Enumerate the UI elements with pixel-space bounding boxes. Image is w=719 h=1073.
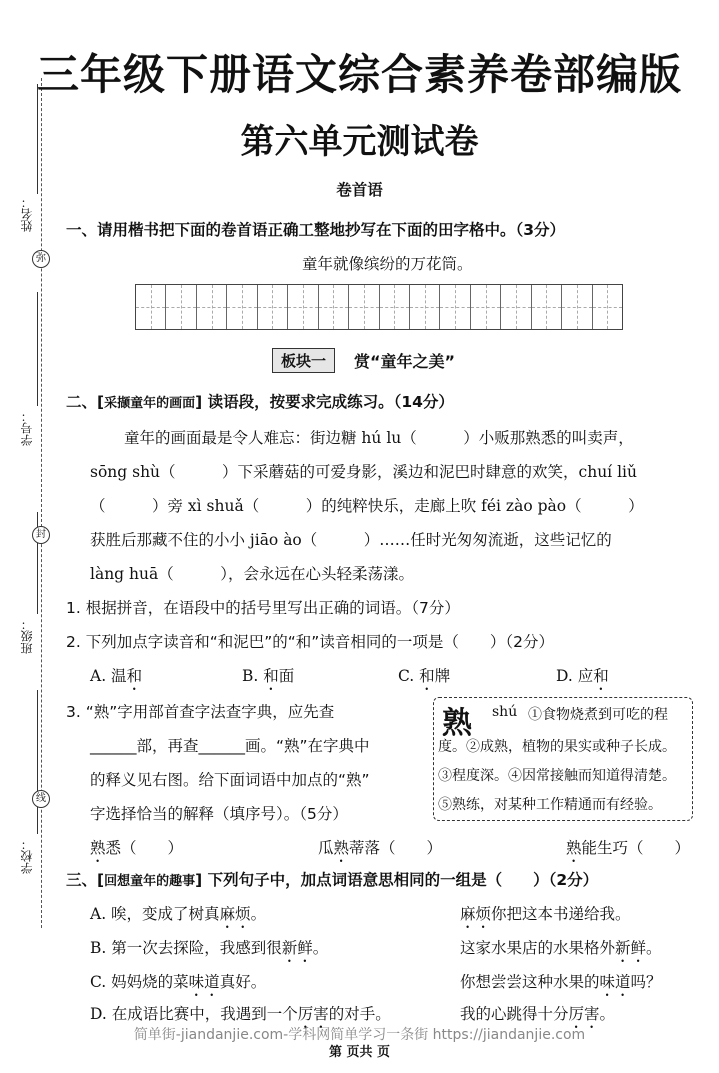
grid-cell[interactable] [440,285,470,329]
page-subtitle: 第六单元测试卷 [240,122,479,162]
sub-question-2: 2. 下列加点字读音和“和泥巴”的“和”读音相同的一项是（ ）（2分） [66,633,554,651]
question-2-heading [66,390,454,412]
q3-row-d-left: D. 在成语比赛中，我遇到一个厉害的对手。 [90,1005,391,1023]
q2-heading-a: 二、[ [66,393,105,411]
word-2: 瓜熟蒂落（ ） [318,839,443,857]
q3-row-b-right: 这家水果店的水果格外新鲜。 [460,939,662,957]
sub-question-3-line-4: 字选择恰当的解释（填序号）。（5分） [90,805,348,823]
sub-question-1: 1. 根据拼音，在语段中的括号里写出正确的词语。（7分） [66,599,460,617]
id-line [37,292,38,406]
preface-sentence: 童年就像缤纷的万花筒。 [302,255,473,273]
grid-cell[interactable] [593,285,622,329]
block-tag: 板块一 [272,348,335,373]
preface-heading: 卷首语 [336,181,383,199]
watermark-text: 简单街-jiandanjie.com-学科网简单学习一条街 https://jiandanjie.com [133,1027,586,1043]
grid-cell[interactable] [380,285,410,329]
sub-question-3-line-1: 3. “熟”字用部首查字法查字典，应先查 [66,703,335,721]
passage-line-4: 获胜后那藏不住的小小 jiāo ào（ ）……任时光匆匆流逝，这些记忆的 [90,531,612,549]
id-label: 学号： [20,410,34,446]
q3-row-c-left: C. 妈妈烧的菜味道真好。 [90,973,267,991]
seal-mark-2: 封 [32,526,50,544]
dictionary-line-1: ①食物烧煮到可吃的程 [528,707,668,723]
grid-cell[interactable] [197,285,227,329]
grid-cell[interactable] [166,285,196,329]
q3-heading-a: 三、[ [66,871,105,889]
dictionary-pinyin: shú [492,704,518,720]
dictionary-line-4: ⑤熟练，对某种工作精通而有经验。 [438,797,662,813]
seal-mark-1: 弥 [32,250,50,268]
question-3-heading [66,868,598,890]
grid-cell[interactable] [136,285,166,329]
dictionary-line-3: ③程度深。④因常接触而知道得清楚。 [438,768,676,784]
option-b: B. 和面 [242,667,295,685]
option-c: C. 和牌 [398,667,451,685]
dictionary-line-2: 度。②成熟，植物的果实或种子长成。 [438,739,676,755]
dictionary-char: 熟 [442,706,472,741]
question-1: 一、请用楷书把下面的卷首语正确工整地抄写在下面的田字格中。（3分） [66,221,566,239]
passage-line-5: làng huā（ ），会永远在心头轻柔荡漾。 [90,565,414,583]
grid-cell[interactable] [532,285,562,329]
passage-line-3: （ ）旁 xì shuǎ（ ）的纯粹快乐，走廊上吹 féi zào pào（ ） [90,497,644,515]
q2-heading-b: ] 读语段，按要求完成练习。（14分） [195,393,454,411]
q3-row-c-right: 你想尝尝这种水果的味道吗？ [460,973,662,991]
sub-question-3-line-2: ______部，再查______画。“熟”在字典中 [90,737,370,755]
q3-row-b-left: B. 第一次去探险，我感到很新鲜。 [90,939,329,957]
writing-grid[interactable] [135,284,623,330]
school-label: 学校： [20,838,34,874]
option-a: A. 温和 [90,667,143,685]
grid-cell[interactable] [227,285,257,329]
sub-question-3-line-3: 的释义见右图。给下面词语中加点的“熟” [90,771,370,789]
q2-heading-tag: 采撷童年的画面 [104,396,196,411]
grid-cell[interactable] [319,285,349,329]
seal-mark-3: 线 [32,790,50,808]
class-label: 班级： [20,618,34,654]
page-title: 三年级下册语文综合素养卷部编版 [36,50,682,99]
passage-line-1: 童年的画面最是令人难忘：街边糖 hú lu（ ）小贩那熟悉的叫卖声， [124,429,634,447]
grid-cell[interactable] [349,285,379,329]
grid-cell[interactable] [501,285,531,329]
grid-cell[interactable] [562,285,592,329]
q3-heading-tag: 回想童年的趣事 [104,874,196,889]
grid-cell[interactable] [410,285,440,329]
block-title: 赏“童年之美” [354,352,456,371]
name-label: 姓名： [20,196,34,232]
page-number: 第 页共 页 [328,1045,391,1060]
q3-row-a-right: 麻烦你把这本书递给我。 [460,905,631,923]
passage-line-2: sōng shù（ ）下采蘑菇的可爱身影，溪边和泥巴时肆意的欢笑，chuí liǔ [90,463,637,481]
grid-cell[interactable] [258,285,288,329]
q3-row-d-right: 我的心跳得十分厉害。 [460,1005,616,1023]
school-line [37,690,38,834]
option-d: D. 应和 [556,667,609,685]
grid-cell[interactable] [288,285,318,329]
word-3: 熟能生巧（ ） [566,839,691,857]
grid-cell[interactable] [471,285,501,329]
word-1: 熟悉（ ） [90,839,184,857]
q3-row-a-left: A. 唉，变成了树真麻烦。 [90,905,267,923]
q3-heading-b: ] 下列句子中，加点词语意思相同的一组是（ ）（2分） [195,871,599,889]
